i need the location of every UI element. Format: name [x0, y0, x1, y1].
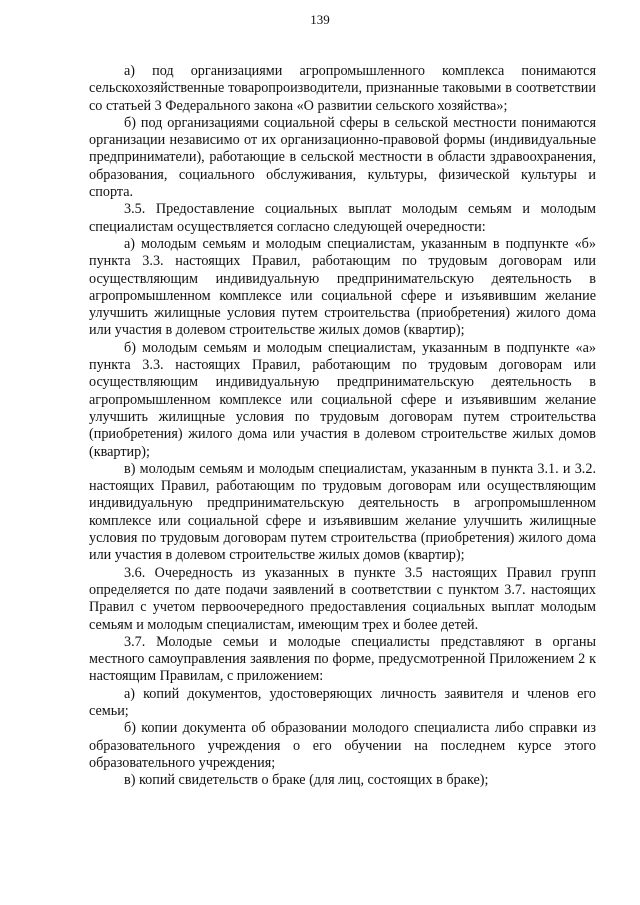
document-body	[89, 63, 596, 789]
paragraph-3-5-a: а) молодым семьям и молодым специалистам, указанным в подпункте «б» пункта 3.3. настоящих Правил, работающим по трудовым договорам или осуществляющим индивидуальную предпринимательскую деятельность в агропромышленном комплексе или социальной сфере и изъявившим желание улучшить жилищные условия путем строительства (приобретения) жилого дома или участия в долевом строительстве жилых домов (квартир);	[89, 235, 596, 339]
paragraph-3-5-b: б) молодым семьям и молодым специалистам, указанным в подпункте «а» пункта 3.3. настоящих Правил, работающим по трудовым договорам или осуществляющим индивидуальную предпринимательскую деятельность в агропромышленном комплексе или социальной сфере и изъявившим желание улучшить жилищные условия по трудовым договорам путем строительства (приобретения) жилого дома или участия в долевом строительстве жилых домов (квартир);	[89, 339, 596, 460]
paragraph-3-7-a: а) копий документов, удостоверяющих личность заявителя и членов его семьи;	[89, 685, 596, 719]
paragraph-3-7-applications: 3.7. Молодые семьи и молодые специалисты представляют в органы местного самоуправления заявления по форме, предусмотренной Приложением 2 к настоящим Правилам, с приложением:	[89, 633, 596, 685]
paragraph-3-5-v: в) молодым семьям и молодым специалистам, указанным в пункта 3.1. и 3.2. настоящих Правил, работающим по трудовым договорам или осуществляющим индивидуальную предпринимательскую деятельность в агропромышленном комплексе или социальной сфере и изъявившим желание улучшить жилищные условия по трудовым договорам путем строительства (приобретения) жилого дома или участия в долевом строительстве жилых домов (квартир);	[89, 460, 596, 564]
page-number: 139	[310, 12, 330, 27]
paragraph-3-7-v: в) копий свидетельств о браке (для лиц, состоящих в браке);	[124, 772, 489, 789]
paragraph-3-6-order: 3.6. Очередность из указанных в пункте 3.5 настоящих Правил групп определяется по дате подачи заявлений в соответствии с пунктом 3.7. настоящих Правил с учетом первоочередного предоставления социальных выплат молодым семьям и молодым специалистам, имеющим трех и более детей.	[89, 564, 596, 633]
paragraph-3-5-priority: 3.5. Предоставление социальных выплат молодым семьям и молодым специалистам осуществляется согласно следующей очередности:	[89, 201, 596, 235]
paragraph-3-7-b: б) копии документа об образовании молодого специалиста либо справки из образовательного учреждения о его обучении на последнем курсе этого образовательного учреждения;	[89, 720, 596, 771]
paragraph-1b-social-organizations: б) под организациями социальной сферы в сельской местности понимаются организации независимо от их организационно-правовой формы (индивидуальные предприниматели), работающие в сельской местности в области здравоохранения, образования, социального обслуживания, культуры, физической культуры и спорта.	[89, 114, 596, 201]
paragraph-1a-agro-organizations: а) под организациями агропромышленного комплекса понимаются сельскохозяйственные товаропроизводители, признанные таковыми в соответствии со статьей 3 Федерального закона «О развитии сельского хозяйства»;	[89, 63, 596, 114]
